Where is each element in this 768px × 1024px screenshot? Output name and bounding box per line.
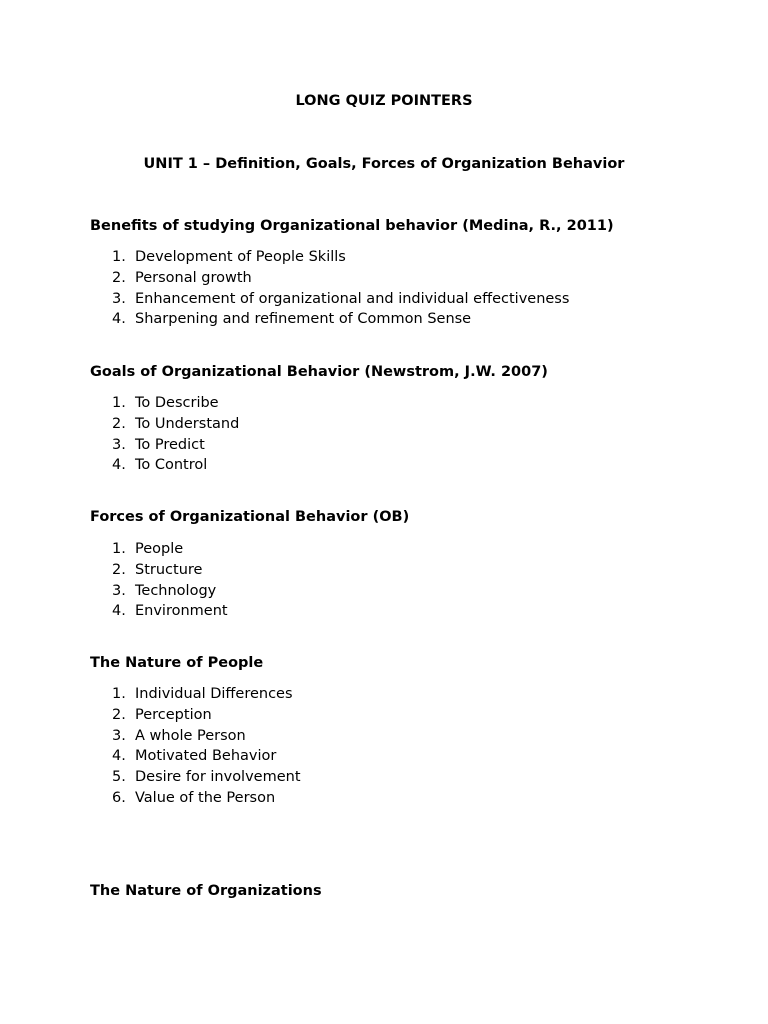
list-number: 3.: [112, 290, 126, 307]
list-number: 6.: [112, 789, 126, 806]
unit-title: UNIT 1 – Definition, Goals, Forces of Organization Behavior: [143, 156, 625, 172]
section-heading-goals: Goals of Organizational Behavior (Newstrom, J.W. 2007): [90, 364, 548, 380]
list-text: Individual Differences: [135, 686, 293, 702]
list-number: 1.: [112, 686, 126, 702]
list-text: Sharpening and refinement of Common Sense: [135, 311, 472, 328]
list-text: Value of the Person: [135, 789, 276, 806]
section-heading-benefits: Benefits of studying Organizational behavior (Medina, R., 2011): [90, 218, 614, 234]
list-number: 3.: [112, 436, 126, 453]
list-text: To Describe: [135, 395, 219, 411]
list-text: Technology: [135, 582, 217, 599]
list-number: 4.: [112, 457, 126, 474]
list-text: People: [135, 541, 184, 557]
list-text: Desire for involvement: [135, 769, 301, 786]
list-number: 2.: [112, 561, 126, 578]
list-text: Environment: [135, 603, 228, 620]
list-number: 1.: [112, 541, 126, 557]
list-number: 3.: [112, 727, 126, 744]
list-text: Enhancement of organizational and individual effectiveness: [135, 290, 570, 307]
list-number: 2.: [112, 706, 126, 723]
list-number: 2.: [112, 415, 126, 432]
list-number: 3.: [112, 582, 126, 599]
list-text: To Predict: [135, 436, 205, 453]
list-text: Development of People Skills: [135, 249, 346, 265]
list-text: To Control: [135, 457, 208, 474]
list-number: 4.: [112, 311, 126, 328]
list-text: A whole Person: [135, 727, 246, 744]
section-heading-nature-of-people: The Nature of People: [90, 655, 264, 671]
list-number: 1.: [112, 395, 126, 411]
list-text: Perception: [135, 706, 212, 723]
list-text: To Understand: [135, 415, 240, 432]
list-number: 4.: [112, 748, 126, 765]
list-text: Motivated Behavior: [135, 748, 277, 765]
list-number: 5.: [112, 769, 126, 786]
document-title: LONG QUIZ POINTERS: [295, 93, 473, 109]
list-number: 1.: [112, 249, 126, 265]
list-number: 4.: [112, 603, 126, 620]
list-text: Structure: [135, 561, 203, 578]
list-text: Personal growth: [135, 269, 252, 286]
section-heading-nature-of-organizations: The Nature of Organizations: [90, 883, 322, 899]
list-number: 2.: [112, 269, 126, 286]
section-heading-forces: Forces of Organizational Behavior (OB): [90, 509, 410, 525]
